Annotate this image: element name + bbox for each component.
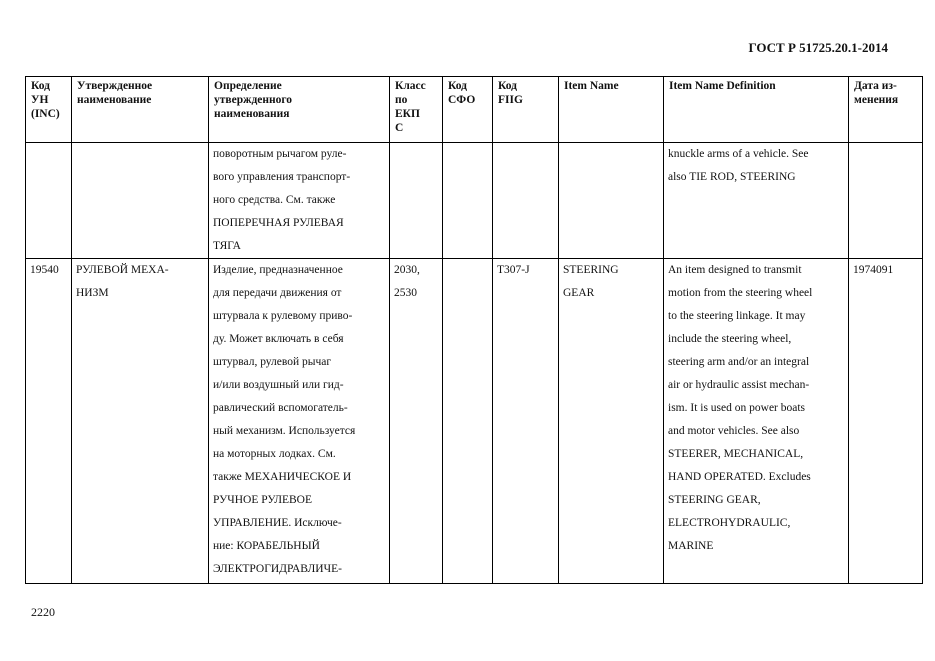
cell-approved-name <box>72 259 209 584</box>
column-header-sfo <box>443 77 493 143</box>
table-header-row <box>26 77 923 143</box>
text-line: Изделие, предназначенное <box>213 264 343 276</box>
text-line: and motor vehicles. See also <box>668 425 800 437</box>
cell-fiig: T307-J <box>493 259 559 584</box>
text-line: ЕКП <box>395 108 420 120</box>
table-row <box>26 143 923 259</box>
cell-code <box>26 143 72 259</box>
text-line: С <box>395 122 404 134</box>
cell-code: 19540 <box>26 259 72 584</box>
column-header-change-date <box>849 77 923 143</box>
page-number: 2220 <box>31 605 55 619</box>
text-line: ТЯГА <box>213 240 241 252</box>
text-line: motion from the steering wheel <box>668 287 813 299</box>
cell-fiig <box>493 143 559 259</box>
column-header-approved-name <box>72 77 209 143</box>
column-header-item-name <box>559 77 664 143</box>
catalog-table <box>25 76 923 584</box>
cell-change-date: 1974091 <box>849 259 923 584</box>
text-line: ный механизм. Используется <box>213 425 356 437</box>
text-line: на моторных лодках. См. <box>213 448 336 460</box>
text-line: РУЧНОЕ РУЛЕВОЕ <box>213 494 313 506</box>
text-line: равлический вспомогатель- <box>213 402 348 414</box>
text-line: include the steering wheel, <box>668 333 792 345</box>
column-header-code <box>26 77 72 143</box>
text-line: УПРАВЛЕНИЕ. Исключе- <box>213 517 342 529</box>
text-line: HAND OPERATED. Excludes <box>668 471 811 483</box>
cell-item-name <box>559 259 664 584</box>
text-line: An item designed to transmit <box>668 264 802 276</box>
document-title: ГОСТ Р 51725.20.1-2014 <box>748 40 888 55</box>
cell-class <box>390 259 443 584</box>
cell-item-name <box>559 143 664 259</box>
text-line: РУЛЕВОЙ МЕХА- <box>76 264 169 276</box>
text-line: Утвержденное <box>77 80 153 92</box>
text-line: по <box>395 94 408 106</box>
cell-approved-name <box>72 143 209 259</box>
text-line: вого управления транспорт- <box>213 171 351 183</box>
cell-class <box>390 143 443 259</box>
column-header-class <box>390 77 443 143</box>
text-line: STEERING <box>563 264 619 276</box>
text-line: also TIE ROD, STEERING <box>668 171 796 183</box>
text-line: to the steering linkage. It may <box>668 310 806 322</box>
text-line: менения <box>854 94 899 106</box>
text-line: Класс <box>395 80 426 92</box>
text-line: Код <box>448 80 468 92</box>
text-line: ism. It is used on power boats <box>668 402 806 414</box>
text-line: Item Name Definition <box>669 80 776 92</box>
text-line: поворотным рычагом руле- <box>213 148 347 160</box>
text-line: Код <box>31 80 51 92</box>
text-line: ного средства. См. также <box>213 194 336 206</box>
cell-change-date <box>849 143 923 259</box>
text-line: и/или воздушный или гид- <box>213 379 344 391</box>
text-line: knuckle arms of a vehicle. See <box>668 148 809 160</box>
cell-sfo <box>443 143 493 259</box>
column-header-fiig <box>493 77 559 143</box>
cell-definition <box>209 259 390 584</box>
column-header-definition <box>209 77 390 143</box>
table-row <box>26 259 923 584</box>
cell-sfo <box>443 259 493 584</box>
text-line: ELECTROHYDRAULIC, <box>668 517 791 529</box>
text-line: ПОПЕРЕЧНАЯ РУЛЕВАЯ <box>213 217 344 229</box>
text-line: STEERING GEAR, <box>668 494 761 506</box>
text-line: ЭЛЕКТРОГИДРАВЛИЧЕ- <box>213 563 342 575</box>
text-line: для передачи движения от <box>213 287 342 299</box>
text-line: также МЕХАНИЧЕСКОЕ И <box>213 471 352 483</box>
text-line: НИЗМ <box>76 287 109 299</box>
text-line: 2030, <box>394 264 420 276</box>
text-line: Код <box>498 80 518 92</box>
text-line: УН <box>31 94 49 106</box>
text-line: Item Name <box>564 80 619 92</box>
text-line: штурвала к рулевому приво- <box>213 310 353 322</box>
text-line: Определение <box>214 80 282 92</box>
text-line: air or hydraulic assist mechan- <box>668 379 810 391</box>
text-line: STEERER, MECHANICAL, <box>668 448 804 460</box>
text-line: СФО <box>448 94 476 106</box>
text-line: (INC) <box>31 108 60 120</box>
cell-item-name-definition <box>664 259 849 584</box>
text-line: MARINE <box>668 540 714 552</box>
cell-item-name-definition <box>664 143 849 259</box>
text-line: штурвал, рулевой рычаг <box>213 356 332 368</box>
column-header-item-name-definition <box>664 77 849 143</box>
text-line: наименование <box>77 94 152 106</box>
text-line: FIIG <box>498 94 523 106</box>
text-line: Дата из- <box>854 80 897 92</box>
text-line: ние: КОРАБЕЛЬНЫЙ <box>213 540 320 552</box>
text-line: 2530 <box>394 287 417 299</box>
text-line: ду. Может включать в себя <box>213 333 344 345</box>
text-line: утвержденного <box>214 94 293 106</box>
text-line: steering arm and/or an integral <box>668 356 810 368</box>
cell-definition <box>209 143 390 259</box>
text-line: GEAR <box>563 287 595 299</box>
text-line: наименования <box>214 108 290 120</box>
